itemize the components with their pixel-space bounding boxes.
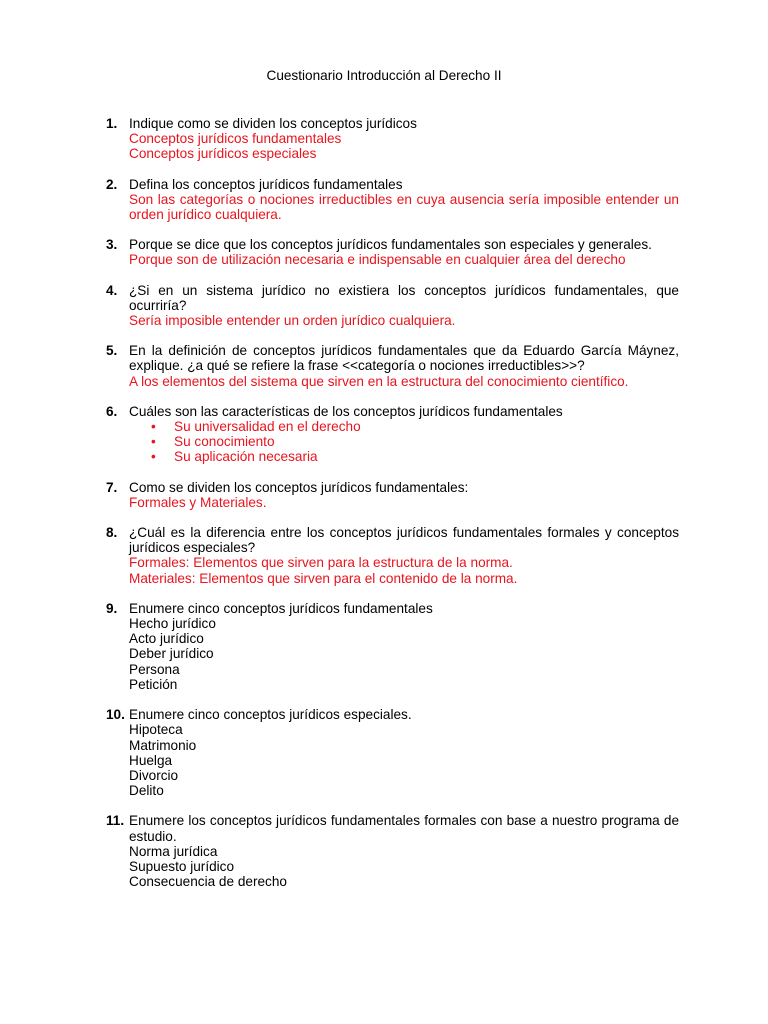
question-text: Enumere cinco conceptos jurídicos fundamentales xyxy=(129,600,433,616)
question-text: ¿Cuál es la diferencia entre los conceptos jurídicos fundamentales formales y conceptos jurídicos especiales? xyxy=(129,525,679,556)
bullet-item xyxy=(129,434,679,449)
question-text: Defina los conceptos jurídicos fundamentales xyxy=(129,176,403,192)
question-item xyxy=(0,813,768,889)
list-item: Deber jurídico xyxy=(129,646,214,662)
question-list xyxy=(0,116,768,904)
bullet-text: Su aplicación necesaria xyxy=(174,449,318,465)
list-item: Divorcio xyxy=(129,767,179,783)
bullet-icon: • xyxy=(151,434,156,450)
answer-line: Materiales: Elementos que sirven para el contenido de la norma. xyxy=(129,570,518,586)
question-number: 10. xyxy=(106,707,125,723)
bullet-icon: • xyxy=(151,449,156,465)
list-item: Delito xyxy=(129,783,164,799)
question-text: En la definición de conceptos jurídicos fundamentales que da Eduardo García Máynez, explique. ¿a qué se refiere la frase <<categoría o nociones irreductibles>>? xyxy=(129,343,679,374)
answer-line: Conceptos jurídicos especiales xyxy=(129,146,317,162)
bullet-icon: • xyxy=(151,419,156,435)
answer-text: Formales y Materiales. xyxy=(129,494,267,510)
question-text: Indique como se dividen los conceptos jurídicos xyxy=(129,116,417,131)
question-text: Enumere cinco conceptos jurídicos especiales. xyxy=(129,707,412,723)
answer-text: A los elementos del sistema que sirven en la estructura del conocimiento científico. xyxy=(129,373,629,389)
list-item: Norma jurídica xyxy=(129,843,218,859)
question-number: 6. xyxy=(106,403,118,419)
answer-line: Formales: Elementos que sirven para la estructura de la norma. xyxy=(129,555,513,571)
list-item: Consecuencia de derecho xyxy=(129,874,287,890)
question-number: 11. xyxy=(106,813,125,829)
question-number: 3. xyxy=(106,237,118,253)
question-text: Porque se dice que los conceptos jurídicos fundamentales son especiales y generales. xyxy=(129,237,652,253)
bullet-text: Su conocimiento xyxy=(174,434,275,450)
question-item xyxy=(0,283,768,329)
question-item xyxy=(0,480,768,510)
question-text: Como se dividen los conceptos jurídicos fundamentales: xyxy=(129,479,469,495)
list-item: Huelga xyxy=(129,752,173,768)
question-item xyxy=(0,116,768,162)
question-number: 5. xyxy=(106,343,118,359)
question-item xyxy=(0,525,768,586)
list-item: Hipoteca xyxy=(129,722,183,738)
bullet-item xyxy=(129,449,679,464)
question-item xyxy=(0,237,768,267)
question-item xyxy=(0,707,768,798)
question-item xyxy=(0,343,768,389)
question-number: 8. xyxy=(106,525,118,541)
list-item: Supuesto jurídico xyxy=(129,858,235,874)
question-text: Cuáles son las características de los conceptos jurídicos fundamentales xyxy=(129,403,563,419)
answer-text: Sería imposible entender un orden jurídico cualquiera. xyxy=(129,313,456,329)
bullet-item xyxy=(129,419,679,434)
list-item: Hecho jurídico xyxy=(129,616,216,632)
question-item xyxy=(0,601,768,692)
question-number: 4. xyxy=(106,282,118,298)
question-number: 2. xyxy=(106,176,118,192)
question-text: ¿Si en un sistema jurídico no existiera los conceptos jurídicos fundamentales, que ocurriría? xyxy=(129,282,679,313)
bullet-list xyxy=(129,419,679,465)
question-item xyxy=(0,404,768,465)
answer-text: Porque son de utilización necesaria e indispensable en cualquier área del derecho xyxy=(129,252,626,268)
question-number: 1. xyxy=(106,116,118,131)
list-item: Acto jurídico xyxy=(129,631,204,647)
document-title: Cuestionario Introducción al Derecho II xyxy=(266,68,502,83)
question-text: Enumere los conceptos jurídicos fundamentales formales con base a nuestro programa de estudio. xyxy=(129,813,679,844)
question-number: 7. xyxy=(106,479,118,495)
list-item: Matrimonio xyxy=(129,737,197,753)
list-item: Persona xyxy=(129,661,180,677)
list-item: Petición xyxy=(129,676,178,692)
question-item xyxy=(0,177,768,223)
question-number: 9. xyxy=(106,600,118,616)
answer-text: Son las categorías o nociones irreductibles en cuya ausencia sería imposible entender un orden jurídico cualquiera. xyxy=(129,191,679,223)
bullet-text: Su universalidad en el derecho xyxy=(174,419,361,435)
answer-line: Conceptos jurídicos fundamentales xyxy=(129,131,342,147)
